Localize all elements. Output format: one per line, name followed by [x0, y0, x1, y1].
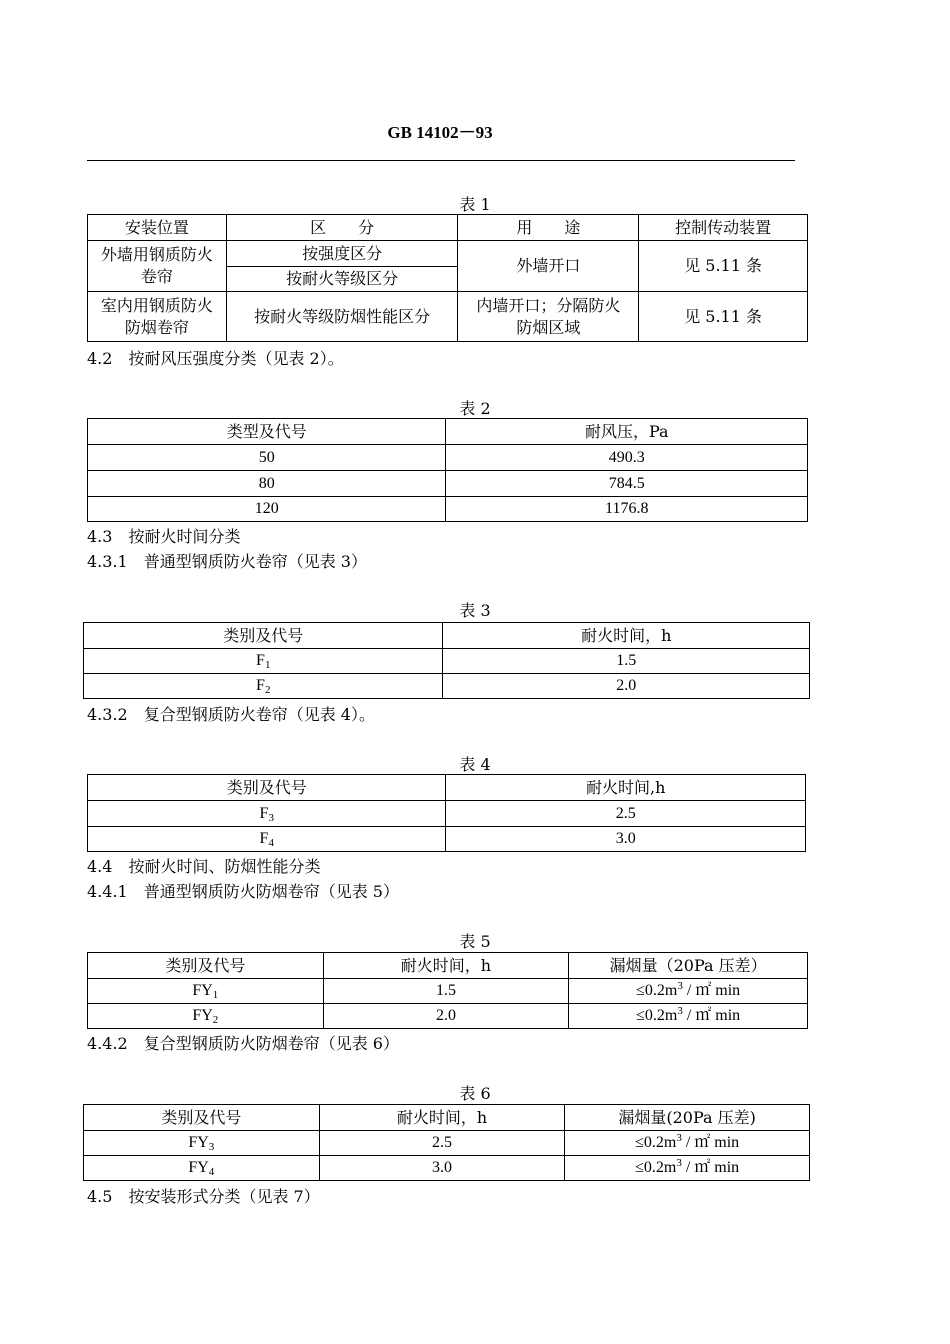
table5-header-code: 类别及代号: [88, 953, 324, 979]
table1-header-use: 用 途: [458, 215, 639, 241]
table5-cell-leak: $\le 0.2m^3$ / ㎡ min: [569, 979, 808, 1004]
paragraph-4-5: 4.5 按安装形式分类（见表 7）: [87, 1187, 320, 1206]
table2-cell-type: 80: [88, 471, 446, 497]
table3-header-code: 类别及代号: [84, 623, 443, 649]
table5-cell-code: $FY_2$: [88, 1004, 324, 1029]
table2-cell-type: 50: [88, 445, 446, 471]
table-row: [84, 1131, 810, 1156]
table-header-row: [88, 215, 808, 241]
table6-cell-code: $FY_3$: [84, 1131, 320, 1156]
table4-cell-code: $F_3$: [88, 801, 446, 827]
table4-caption: 表 4: [459, 755, 491, 774]
table4-cell-time: 2.5: [446, 801, 806, 827]
table1-header-location: 安装位置: [88, 215, 227, 241]
table-row: [84, 1156, 810, 1181]
table6-header-code: 类别及代号: [84, 1105, 320, 1131]
table2-cell-pressure: 490.3: [446, 445, 808, 471]
table5-cell-time: 2.0: [323, 1004, 569, 1029]
paragraph-4-4-1: 4.4.1 普通型钢质防火防烟卷帘（见表 5）: [87, 882, 399, 901]
table6-cell-leak: $\le 0.2m^3$ / ㎡ min: [565, 1131, 810, 1156]
paragraph-4-2: 4.2 按耐风压强度分类（见表 2）。: [87, 349, 344, 368]
table3-cell-time: 1.5: [443, 649, 810, 674]
table-row: [88, 497, 808, 522]
table4: [87, 774, 806, 852]
table1-cell-class: 按耐火等级防烟性能区分: [226, 292, 458, 342]
table3-header-time: 耐火时间，h: [443, 623, 810, 649]
document-header: GB 14102－93: [387, 123, 493, 142]
table3-caption: 表 3: [459, 601, 491, 620]
table2-header-type: 类型及代号: [88, 419, 446, 445]
table2-cell-pressure: 1176.8: [446, 497, 808, 522]
table6-caption: 表 6: [459, 1084, 491, 1103]
table2: [87, 418, 808, 522]
table1-cell-class: 按耐火等级区分: [226, 267, 458, 292]
table6-cell-leak: $\le 0.2m^3$ / ㎡ min: [565, 1156, 810, 1181]
table4-cell-code: $F_4$: [88, 827, 446, 852]
table2-caption: 表 2: [459, 399, 491, 418]
table1-cell-location: 外墙用钢质防火卷帘: [88, 241, 227, 292]
table-row: [88, 471, 808, 497]
table1-caption: 表 1: [459, 195, 491, 214]
table6: [83, 1104, 810, 1181]
table3-cell-time: 2.0: [443, 674, 810, 699]
paragraph-4-3-1: 4.3.1 普通型钢质防火卷帘（见表 3）: [87, 552, 367, 571]
table1: [87, 214, 808, 342]
paragraph-4-4: 4.4 按耐火时间、防烟性能分类: [87, 857, 321, 876]
table3: [83, 622, 810, 699]
table5-cell-leak: $\le 0.2m^3$ / ㎡ min: [569, 1004, 808, 1029]
table-row: [88, 827, 806, 852]
table-header-row: [84, 623, 810, 649]
table4-cell-time: 3.0: [446, 827, 806, 852]
table3-cell-code: $F_1$: [84, 649, 443, 674]
paragraph-4-3: 4.3 按耐火时间分类: [87, 527, 241, 546]
table6-cell-time: 3.0: [319, 1156, 565, 1181]
table-row: [88, 292, 808, 342]
table1-cell-control: 见 5.11 条: [639, 241, 808, 292]
table5: [87, 952, 808, 1029]
table6-header-leak: 漏烟量(20Pa 压差): [565, 1105, 810, 1131]
table1-header-control: 控制传动装置: [639, 215, 808, 241]
table1-cell-use: 内墙开口；分隔防火防烟区域: [458, 292, 639, 342]
table1-cell-location: 室内用钢质防火防烟卷帘: [88, 292, 227, 342]
table6-cell-code: $FY_4$: [84, 1156, 320, 1181]
table-row: [88, 241, 808, 267]
table2-header-pressure: 耐风压，Pa: [446, 419, 808, 445]
table-row: [88, 445, 808, 471]
table-row: [88, 1004, 808, 1029]
table-row: [88, 979, 808, 1004]
table4-header-time: 耐火时间,h: [446, 775, 806, 801]
table5-cell-time: 1.5: [323, 979, 569, 1004]
table5-cell-code: $FY_1$: [88, 979, 324, 1004]
table-row: [84, 674, 810, 699]
table-header-row: [88, 775, 806, 801]
table1-cell-control: 见 5.11 条: [639, 292, 808, 342]
table5-header-time: 耐火时间，h: [323, 953, 569, 979]
table4-header-code: 类别及代号: [88, 775, 446, 801]
header-rule: [87, 160, 795, 161]
table-row: [84, 649, 810, 674]
table1-cell-use: 外墙开口: [458, 241, 639, 292]
table6-cell-time: 2.5: [319, 1131, 565, 1156]
table-header-row: [84, 1105, 810, 1131]
table-header-row: [88, 419, 808, 445]
table2-cell-type: 120: [88, 497, 446, 522]
table5-caption: 表 5: [459, 932, 491, 951]
table1-cell-class: 按强度区分: [226, 241, 458, 267]
paragraph-4-3-2: 4.3.2 复合型钢质防火卷帘（见表 4）。: [87, 705, 375, 724]
table2-cell-pressure: 784.5: [446, 471, 808, 497]
table-header-row: [88, 953, 808, 979]
table-row: [88, 801, 806, 827]
table5-header-leak: 漏烟量（20Pa 压差）: [569, 953, 808, 979]
table6-header-time: 耐火时间，h: [319, 1105, 565, 1131]
paragraph-4-4-2: 4.4.2 复合型钢质防火防烟卷帘（见表 6）: [87, 1034, 399, 1053]
table1-header-class: 区 分: [226, 215, 458, 241]
table3-cell-code: $F_2$: [84, 674, 443, 699]
